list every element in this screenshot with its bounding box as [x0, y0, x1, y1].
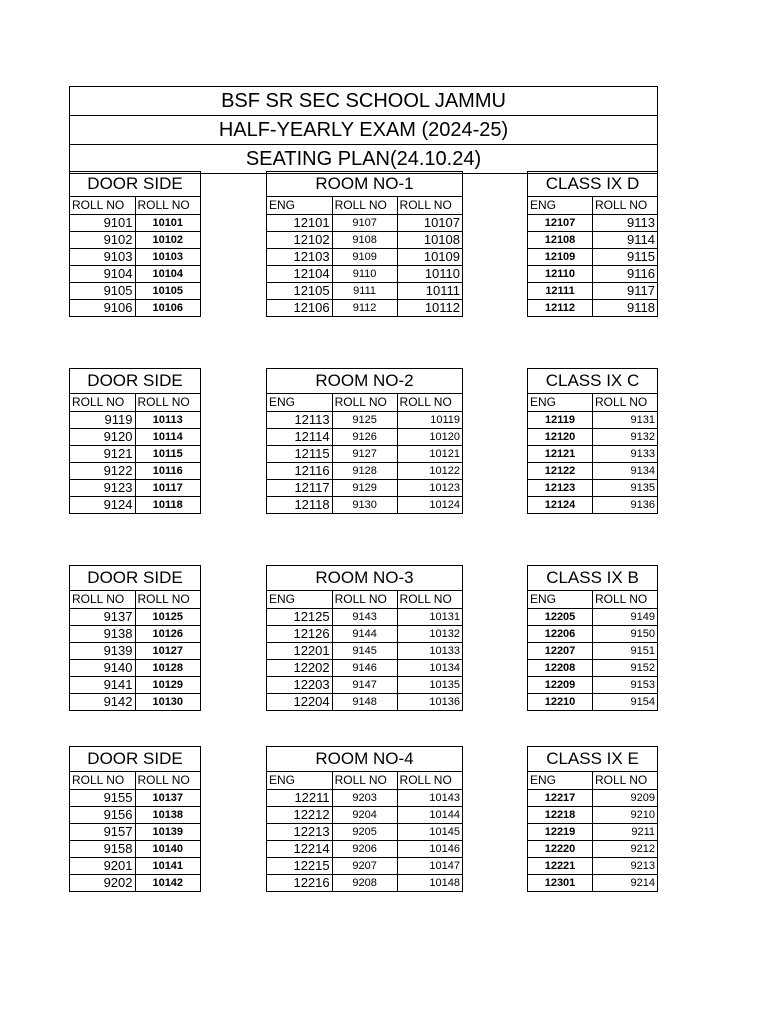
table-row	[70, 840, 200, 857]
table-row	[267, 806, 462, 823]
roll-no-cell: 9126	[332, 428, 397, 445]
roll-no-cell: 9157	[70, 823, 135, 840]
roll-no-cell: 9132	[593, 428, 658, 445]
roll-no-cell: 9143	[332, 608, 397, 625]
roll-no-cell: 9134	[593, 462, 658, 479]
roll-no-cell: 10114	[135, 428, 200, 445]
roll-no-cell: 9127	[332, 445, 397, 462]
table-row	[70, 789, 200, 806]
column-header: ENG	[267, 197, 332, 214]
roll-no-cell: 10130	[135, 693, 200, 710]
table-row	[267, 265, 462, 282]
table-row	[528, 282, 657, 299]
eng-roll-cell: 12220	[528, 840, 593, 857]
roll-no-cell: 10124	[397, 496, 462, 513]
roll-no-cell: 10116	[135, 462, 200, 479]
roll-no-cell: 10110	[397, 265, 462, 282]
door-side-header: DOOR SIDE	[70, 369, 200, 394]
door-side-table	[69, 171, 201, 317]
table-row	[267, 789, 462, 806]
table-row	[70, 659, 200, 676]
eng-roll-cell: 12102	[267, 231, 332, 248]
table-row	[528, 428, 657, 445]
table-row	[70, 874, 200, 891]
roll-no-cell: 9158	[70, 840, 135, 857]
table-row	[528, 411, 657, 428]
table-row	[267, 676, 462, 693]
class-header: CLASS IX B	[528, 566, 657, 591]
column-header: ROLL NO	[593, 197, 658, 214]
roll-no-cell: 10142	[135, 874, 200, 891]
room-header: ROOM NO-2	[267, 369, 462, 394]
eng-roll-cell: 12104	[267, 265, 332, 282]
roll-no-cell: 10128	[135, 659, 200, 676]
roll-no-cell: 9214	[593, 874, 658, 891]
class-header: CLASS IX D	[528, 172, 657, 197]
roll-no-cell: 10143	[397, 789, 462, 806]
roll-no-cell: 9141	[70, 676, 135, 693]
roll-no-cell: 9110	[332, 265, 397, 282]
roll-no-cell: 9117	[593, 282, 658, 299]
roll-no-cell: 10145	[397, 823, 462, 840]
roll-no-cell: 9138	[70, 625, 135, 642]
roll-no-cell: 9207	[332, 857, 397, 874]
roll-no-cell: 9206	[332, 840, 397, 857]
roll-no-cell: 9135	[593, 479, 658, 496]
roll-no-cell: 10131	[397, 608, 462, 625]
roll-no-cell: 9113	[593, 214, 658, 231]
roll-no-cell: 9118	[593, 299, 658, 316]
roll-no-cell: 9144	[332, 625, 397, 642]
table-row	[528, 299, 657, 316]
table-row	[267, 214, 462, 231]
roll-no-cell: 9212	[593, 840, 658, 857]
roll-no-cell: 10107	[397, 214, 462, 231]
table-row	[528, 840, 657, 857]
roll-no-cell: 9101	[70, 214, 135, 231]
roll-no-cell: 9103	[70, 248, 135, 265]
eng-roll-cell: 12216	[267, 874, 332, 891]
roll-no-cell: 10123	[397, 479, 462, 496]
table-row	[267, 462, 462, 479]
table-row	[70, 282, 200, 299]
eng-roll-cell: 12211	[267, 789, 332, 806]
table-row	[267, 428, 462, 445]
table-row	[528, 857, 657, 874]
roll-no-cell: 10119	[397, 411, 462, 428]
column-header: ROLL NO	[70, 394, 135, 411]
table-row	[267, 608, 462, 625]
roll-no-cell: 9146	[332, 659, 397, 676]
eng-roll-cell: 12115	[267, 445, 332, 462]
class-table	[527, 368, 658, 514]
eng-roll-cell: 12214	[267, 840, 332, 857]
column-header: ROLL NO	[397, 197, 462, 214]
eng-roll-cell: 12123	[528, 479, 593, 496]
table-row	[70, 693, 200, 710]
eng-roll-cell: 12209	[528, 676, 593, 693]
roll-no-cell: 9155	[70, 789, 135, 806]
table-row	[267, 411, 462, 428]
eng-roll-cell: 12212	[267, 806, 332, 823]
table-row	[528, 806, 657, 823]
roll-no-cell: 9202	[70, 874, 135, 891]
table-row	[70, 248, 200, 265]
roll-no-cell: 10117	[135, 479, 200, 496]
roll-no-cell: 10141	[135, 857, 200, 874]
roll-no-cell: 10112	[397, 299, 462, 316]
roll-no-cell: 9109	[332, 248, 397, 265]
roll-no-cell: 9129	[332, 479, 397, 496]
roll-no-cell: 10148	[397, 874, 462, 891]
table-row	[528, 265, 657, 282]
eng-roll-cell: 12114	[267, 428, 332, 445]
table-row	[528, 231, 657, 248]
roll-no-cell: 9104	[70, 265, 135, 282]
roll-no-cell: 9108	[332, 231, 397, 248]
eng-roll-cell: 12219	[528, 823, 593, 840]
roll-no-cell: 9128	[332, 462, 397, 479]
table-row	[528, 642, 657, 659]
table-row	[70, 479, 200, 496]
column-header: ROLL NO	[593, 591, 658, 608]
table-row	[528, 693, 657, 710]
table-row	[267, 857, 462, 874]
table-row	[267, 248, 462, 265]
table-row	[528, 789, 657, 806]
table-row	[267, 299, 462, 316]
table-row	[528, 496, 657, 513]
table-row	[267, 840, 462, 857]
roll-no-cell: 9148	[332, 693, 397, 710]
roll-no-cell: 9151	[593, 642, 658, 659]
table-row	[267, 479, 462, 496]
roll-no-cell: 10132	[397, 625, 462, 642]
table-row	[528, 676, 657, 693]
table-row	[267, 659, 462, 676]
roll-no-cell: 10115	[135, 445, 200, 462]
eng-roll-cell: 12106	[267, 299, 332, 316]
eng-roll-cell: 12218	[528, 806, 593, 823]
roll-no-cell: 9119	[70, 411, 135, 428]
class-table	[527, 565, 658, 711]
roll-no-cell: 9133	[593, 445, 658, 462]
column-header: ENG	[528, 197, 593, 214]
table-row	[70, 231, 200, 248]
roll-no-cell: 9112	[332, 299, 397, 316]
roll-no-cell: 9122	[70, 462, 135, 479]
class-table	[527, 746, 658, 892]
roll-no-cell: 9125	[332, 411, 397, 428]
eng-roll-cell: 12107	[528, 214, 593, 231]
table-row	[70, 299, 200, 316]
roll-no-cell: 9124	[70, 496, 135, 513]
column-header: ROLL NO	[135, 772, 200, 789]
eng-roll-cell: 12202	[267, 659, 332, 676]
column-header: ROLL NO	[397, 772, 462, 789]
roll-no-cell: 10137	[135, 789, 200, 806]
column-header: ROLL NO	[332, 591, 397, 608]
table-row	[70, 214, 200, 231]
roll-no-cell: 10140	[135, 840, 200, 857]
table-row	[70, 411, 200, 428]
eng-roll-cell: 12101	[267, 214, 332, 231]
table-row	[70, 496, 200, 513]
roll-no-cell: 10122	[397, 462, 462, 479]
room-table	[266, 368, 463, 514]
column-header: ROLL NO	[332, 394, 397, 411]
table-row	[267, 445, 462, 462]
column-header: ROLL NO	[332, 772, 397, 789]
roll-no-cell: 10147	[397, 857, 462, 874]
roll-no-cell: 9201	[70, 857, 135, 874]
roll-no-cell: 10129	[135, 676, 200, 693]
eng-roll-cell: 12122	[528, 462, 593, 479]
roll-no-cell: 9204	[332, 806, 397, 823]
column-header: ROLL NO	[397, 394, 462, 411]
roll-no-cell: 10127	[135, 642, 200, 659]
door-side-header: DOOR SIDE	[70, 566, 200, 591]
roll-no-cell: 9107	[332, 214, 397, 231]
eng-roll-cell: 12112	[528, 299, 593, 316]
table-row	[528, 214, 657, 231]
eng-roll-cell: 12204	[267, 693, 332, 710]
eng-roll-cell: 12203	[267, 676, 332, 693]
eng-roll-cell: 12125	[267, 608, 332, 625]
eng-roll-cell: 12110	[528, 265, 593, 282]
room-header: ROOM NO-1	[267, 172, 462, 197]
door-side-table	[69, 368, 201, 514]
roll-no-cell: 9137	[70, 608, 135, 625]
eng-roll-cell: 12105	[267, 282, 332, 299]
roll-no-cell: 9106	[70, 299, 135, 316]
column-header: ROLL NO	[135, 197, 200, 214]
eng-roll-cell: 12119	[528, 411, 593, 428]
class-header: CLASS IX C	[528, 369, 657, 394]
table-row	[528, 874, 657, 891]
roll-no-cell: 10103	[135, 248, 200, 265]
roll-no-cell: 9213	[593, 857, 658, 874]
table-row	[70, 806, 200, 823]
eng-roll-cell: 12208	[528, 659, 593, 676]
room-header: ROOM NO-4	[267, 747, 462, 772]
eng-roll-cell: 12116	[267, 462, 332, 479]
roll-no-cell: 9203	[332, 789, 397, 806]
table-row	[70, 608, 200, 625]
table-row	[70, 445, 200, 462]
eng-roll-cell: 12120	[528, 428, 593, 445]
room-table	[266, 171, 463, 317]
seating-plan-title: SEATING PLAN(24.10.24)	[69, 144, 658, 174]
roll-no-cell: 9154	[593, 693, 658, 710]
roll-no-cell: 9210	[593, 806, 658, 823]
eng-roll-cell: 12118	[267, 496, 332, 513]
roll-no-cell: 9140	[70, 659, 135, 676]
roll-no-cell: 9156	[70, 806, 135, 823]
table-row	[70, 642, 200, 659]
table-row	[528, 625, 657, 642]
roll-no-cell: 10133	[397, 642, 462, 659]
table-row	[528, 608, 657, 625]
roll-no-cell: 9131	[593, 411, 658, 428]
room-table	[266, 565, 463, 711]
roll-no-cell: 9208	[332, 874, 397, 891]
roll-no-cell: 10125	[135, 608, 200, 625]
table-row	[267, 496, 462, 513]
roll-no-cell: 10136	[397, 693, 462, 710]
column-header: ENG	[528, 394, 593, 411]
roll-no-cell: 10113	[135, 411, 200, 428]
roll-no-cell: 9114	[593, 231, 658, 248]
column-header: ROLL NO	[397, 591, 462, 608]
title-block	[69, 86, 658, 174]
roll-no-cell: 9153	[593, 676, 658, 693]
column-header: ROLL NO	[135, 394, 200, 411]
column-header: ROLL NO	[135, 591, 200, 608]
roll-no-cell: 10102	[135, 231, 200, 248]
door-side-table	[69, 565, 201, 711]
column-header: ROLL NO	[332, 197, 397, 214]
roll-no-cell: 9102	[70, 231, 135, 248]
table-row	[267, 282, 462, 299]
roll-no-cell: 10126	[135, 625, 200, 642]
table-row	[70, 857, 200, 874]
class-header: CLASS IX E	[528, 747, 657, 772]
roll-no-cell: 10101	[135, 214, 200, 231]
roll-no-cell: 9145	[332, 642, 397, 659]
roll-no-cell: 10144	[397, 806, 462, 823]
column-header: ROLL NO	[70, 591, 135, 608]
column-header: ENG	[267, 772, 332, 789]
roll-no-cell: 10105	[135, 282, 200, 299]
roll-no-cell: 9209	[593, 789, 658, 806]
column-header: ROLL NO	[593, 394, 658, 411]
column-header: ENG	[528, 591, 593, 608]
eng-roll-cell: 12108	[528, 231, 593, 248]
table-row	[267, 823, 462, 840]
roll-no-cell: 9120	[70, 428, 135, 445]
school-name: BSF SR SEC SCHOOL JAMMU	[69, 86, 658, 115]
eng-roll-cell: 12221	[528, 857, 593, 874]
door-side-header: DOOR SIDE	[70, 172, 200, 197]
door-side-table	[69, 746, 201, 892]
table-row	[528, 823, 657, 840]
room-table	[266, 746, 463, 892]
roll-no-cell: 9142	[70, 693, 135, 710]
roll-no-cell: 9123	[70, 479, 135, 496]
eng-roll-cell: 12121	[528, 445, 593, 462]
eng-roll-cell: 12206	[528, 625, 593, 642]
table-row	[267, 231, 462, 248]
eng-roll-cell: 12201	[267, 642, 332, 659]
table-row	[267, 693, 462, 710]
column-header: ENG	[528, 772, 593, 789]
roll-no-cell: 10138	[135, 806, 200, 823]
roll-no-cell: 10106	[135, 299, 200, 316]
roll-no-cell: 10121	[397, 445, 462, 462]
roll-no-cell: 9111	[332, 282, 397, 299]
exam-title: HALF-YEARLY EXAM (2024-25)	[69, 115, 658, 144]
table-row	[70, 676, 200, 693]
eng-roll-cell: 12215	[267, 857, 332, 874]
roll-no-cell: 9211	[593, 823, 658, 840]
roll-no-cell: 10134	[397, 659, 462, 676]
roll-no-cell: 10146	[397, 840, 462, 857]
eng-roll-cell: 12113	[267, 411, 332, 428]
column-header: ROLL NO	[70, 772, 135, 789]
eng-roll-cell: 12126	[267, 625, 332, 642]
roll-no-cell: 9136	[593, 496, 658, 513]
table-row	[70, 823, 200, 840]
roll-no-cell: 9147	[332, 676, 397, 693]
table-row	[528, 462, 657, 479]
column-header: ENG	[267, 394, 332, 411]
roll-no-cell: 10118	[135, 496, 200, 513]
roll-no-cell: 9150	[593, 625, 658, 642]
room-header: ROOM NO-3	[267, 566, 462, 591]
column-header: ENG	[267, 591, 332, 608]
table-row	[70, 265, 200, 282]
table-row	[70, 428, 200, 445]
eng-roll-cell: 12217	[528, 789, 593, 806]
table-row	[267, 625, 462, 642]
eng-roll-cell: 12205	[528, 608, 593, 625]
eng-roll-cell: 12210	[528, 693, 593, 710]
column-header: ROLL NO	[70, 197, 135, 214]
eng-roll-cell: 12109	[528, 248, 593, 265]
table-row	[528, 479, 657, 496]
roll-no-cell: 9115	[593, 248, 658, 265]
roll-no-cell: 9205	[332, 823, 397, 840]
roll-no-cell: 10111	[397, 282, 462, 299]
roll-no-cell: 10104	[135, 265, 200, 282]
roll-no-cell: 10120	[397, 428, 462, 445]
table-row	[70, 462, 200, 479]
roll-no-cell: 9121	[70, 445, 135, 462]
class-table	[527, 171, 658, 317]
roll-no-cell: 9139	[70, 642, 135, 659]
eng-roll-cell: 12124	[528, 496, 593, 513]
table-row	[267, 642, 462, 659]
roll-no-cell: 9130	[332, 496, 397, 513]
table-row	[70, 625, 200, 642]
eng-roll-cell: 12301	[528, 874, 593, 891]
eng-roll-cell: 12117	[267, 479, 332, 496]
column-header: ROLL NO	[593, 772, 658, 789]
roll-no-cell: 10109	[397, 248, 462, 265]
door-side-header: DOOR SIDE	[70, 747, 200, 772]
table-row	[528, 659, 657, 676]
eng-roll-cell: 12213	[267, 823, 332, 840]
eng-roll-cell: 12111	[528, 282, 593, 299]
roll-no-cell: 9149	[593, 608, 658, 625]
roll-no-cell: 9152	[593, 659, 658, 676]
eng-roll-cell: 12103	[267, 248, 332, 265]
table-row	[528, 445, 657, 462]
table-row	[528, 248, 657, 265]
table-row	[267, 874, 462, 891]
roll-no-cell: 10108	[397, 231, 462, 248]
roll-no-cell: 10135	[397, 676, 462, 693]
roll-no-cell: 9105	[70, 282, 135, 299]
eng-roll-cell: 12207	[528, 642, 593, 659]
roll-no-cell: 9116	[593, 265, 658, 282]
roll-no-cell: 10139	[135, 823, 200, 840]
